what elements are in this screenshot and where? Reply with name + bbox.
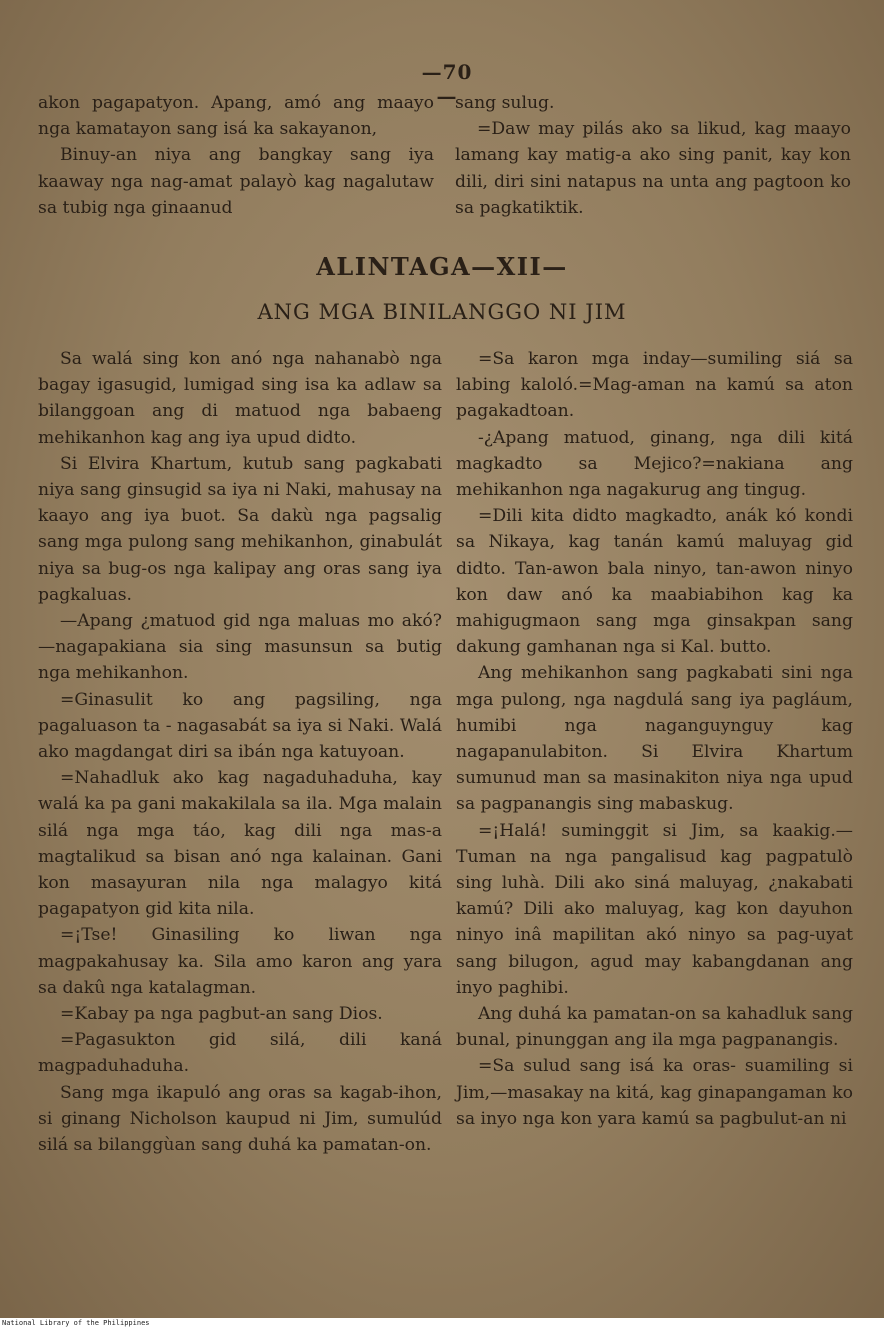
paragraph: akon pagapatyon. Apang, amó ang maayo nga kamatayon sang isá ka sakayanon, bbox=[38, 93, 434, 140]
chapter-heading: ALINTAGA—XII— bbox=[316, 252, 568, 281]
paragraph: =Sa sulud sang isá ka oras- suamiling si Jim,—masakay na kitá, kag ginapangaman ko sa inyo nga kon yara kamú sa pagbulut-an ni bbox=[456, 1056, 853, 1129]
paragraph: Binuy-an niya ang bangkay sang iya kaaway nga nag-amat palayò kag nagalutaw sa tubig nga ginaanud bbox=[38, 145, 434, 218]
paragraph: =Daw may pilás ako sa likud, kag maayo lamang kay matig-a ako sing panit, kay kon dili, diri sini natapus na unta ang pagtoon ko sa pagkatiktik. bbox=[455, 119, 851, 218]
paragraph: =Ginasulit ko ang pagsiling, nga pagaluason ta - nagasabát sa iya si Naki. Walá ako magdangat diri sa ibán nga katuyoan. bbox=[38, 689, 442, 763]
paragraph: sang sulug. bbox=[455, 93, 555, 113]
paragraph: -¿Apang matuod, ginang, nga dili kitá magkadto sa Mejico?=nakiana ang mehikanhon nga nagakurug ang tingug. bbox=[456, 427, 853, 501]
paragraph: =Pagasukton gid silá, dili kaná magpaduhaduha. bbox=[38, 1030, 442, 1077]
paragraph: Sa walá sing kon anó nga nahanabò nga bagay igasugid, lumigad sing isa ka adlaw sa bilanggoan ang di matuod nga babaeng mehikanhon kag ang iya upud didto. bbox=[38, 349, 442, 448]
paragraph: =Sa karon mga inday—sumiling siá sa labing kaloló.=Mag-aman na kamú sa aton pagakadtoan. bbox=[456, 349, 853, 422]
body-right-column bbox=[456, 346, 853, 1132]
paragraph: Sang mga ikapuló ang oras sa kagab-ihon, si ginang Nicholson kaupud ni Jim, sumulúd silá sa bilanggùan sang duhá ka pamatan-on. bbox=[38, 1082, 442, 1156]
top-left-column bbox=[38, 90, 434, 221]
paragraph: Ang mehikanhon sang pagkabati sini nga mga pulong, nga nagdulá sang iya pagláum, humibi nga naganguynguy kag nagapanulabiton. Si Elvira Khartum sumunud man sa masinakiton niya nga upud sa pagpanangis sing mabaskug. bbox=[456, 663, 853, 815]
page-number: —70— bbox=[421, 60, 473, 108]
top-right-column bbox=[455, 90, 851, 221]
paragraph: —Apang ¿matuod gid nga maluas mo akó?—nagapakiana sia sing masunsun sa butig nga mehikanhon. bbox=[38, 611, 442, 684]
paragraph: =Dili kita didto magkadto, anák kó kondi sa Nikaya, kag tanán kamú maluyag gid didto. Tan-awon bala ninyo, tan-awon ninyo kon daw anó ka maabiabihon kag ka mahigugmaon sang mga ginsakpan sang dakung gamhanan nga si Kal. butto. bbox=[456, 506, 853, 658]
paragraph: =Nahadluk ako kag nagaduhaduha, kay walá ka pa gani makakilala sa ila. Mga malain silá nga mga táo, kag dili nga mas-a magtalikud sa bisan anó nga kalainan. Gani kon masayuran nila nga malagyo kitá pagapatyon gid kita nila. bbox=[38, 768, 442, 920]
body-left-column bbox=[38, 346, 442, 1158]
paragraph: Si Elvira Khartum, kutub sang pagkabati niya sang ginsugid sa iya ni Naki, mahusay na kaayo ang iya buot. Sa dakù nga pagsalig sang mga pulong sang mehikanhon, ginabulát niya sa bug-os nga kalipay ang oras sang iya pagkaluas. bbox=[38, 453, 442, 605]
footer-credit: National Library of the Philippines bbox=[0, 1318, 884, 1328]
paragraph: =¡Halá! suminggit si Jim, sa kaakig.—Tuman na nga pangalisud kag pagpatulò sing luhà. Dili ako siná maluyag, ¿nakabati kamú? Dili ako maluyag, kag kon dayuhon ninyo inâ mapilitan akó ninyo sa pag-uyat sang bilugon, agud may kabangdanan ang inyo paghibi. bbox=[456, 820, 853, 998]
paragraph: Ang duhá ka pamatan-on sa kahadluk sang bunal, pinunggan ang ila mga pagpanangis. bbox=[456, 1004, 853, 1051]
paragraph: =Kabay pa nga pagbut-an sang Dios. bbox=[60, 1004, 383, 1025]
paragraph: =¡Tse! Ginasiling ko liwan nga magpakahusay ka. Sila amo karon ang yara sa dakû nga katalagman. bbox=[38, 925, 442, 998]
chapter-title: ANG MGA BINILANGGO NI JIM bbox=[257, 300, 627, 324]
